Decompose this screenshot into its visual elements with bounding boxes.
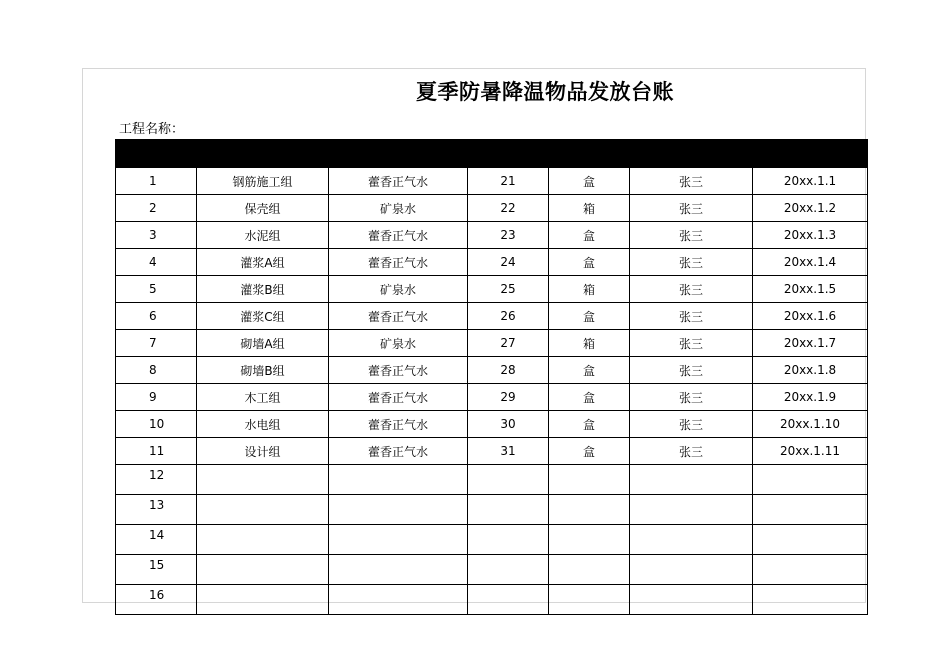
row-number-cell[interactable]: 14 — [116, 525, 197, 555]
item-cell[interactable]: 藿香正气水 — [329, 357, 468, 384]
quantity-cell[interactable]: 22 — [468, 195, 549, 222]
item-cell[interactable]: 藿香正气水 — [329, 411, 468, 438]
table-row — [116, 303, 868, 330]
unit-cell[interactable]: 盒 — [549, 249, 630, 276]
team-cell[interactable]: 灌浆C组 — [197, 303, 329, 330]
item-cell[interactable] — [329, 495, 468, 525]
item-cell[interactable]: 藿香正气水 — [329, 168, 468, 195]
date-cell[interactable]: 20xx.1.11 — [753, 438, 868, 465]
item-cell[interactable]: 藿香正气水 — [329, 384, 468, 411]
header-cell — [753, 140, 868, 168]
recipient-cell[interactable]: 张三 — [630, 276, 753, 303]
row-number-cell[interactable]: 2 — [116, 195, 197, 222]
date-cell[interactable]: 20xx.1.1 — [753, 168, 868, 195]
row-number-cell[interactable]: 8 — [116, 357, 197, 384]
unit-cell[interactable]: 盒 — [549, 357, 630, 384]
date-cell[interactable] — [753, 585, 868, 615]
project-name-label: 工程名称： — [119, 122, 185, 137]
document-title: 夏季防暑降温物品发放台账 — [416, 80, 674, 104]
header-cell — [549, 140, 630, 168]
header-cell — [468, 140, 549, 168]
table-row — [116, 384, 868, 411]
table-row — [116, 438, 868, 465]
team-cell[interactable]: 钢筋施工组 — [197, 168, 329, 195]
row-number-cell[interactable]: 10 — [116, 411, 197, 438]
table-row — [116, 357, 868, 384]
date-cell[interactable]: 20xx.1.7 — [753, 330, 868, 357]
date-cell[interactable] — [753, 495, 868, 525]
unit-cell[interactable]: 箱 — [549, 195, 630, 222]
team-cell[interactable] — [197, 465, 329, 495]
team-cell[interactable]: 灌浆A组 — [197, 249, 329, 276]
unit-cell[interactable]: 盒 — [549, 168, 630, 195]
quantity-cell[interactable] — [468, 585, 549, 615]
item-cell[interactable]: 矿泉水 — [329, 276, 468, 303]
team-cell[interactable] — [197, 555, 329, 585]
recipient-cell[interactable]: 张三 — [630, 411, 753, 438]
header-bar-row — [116, 140, 868, 168]
recipient-cell[interactable] — [630, 465, 753, 495]
date-cell[interactable]: 20xx.1.4 — [753, 249, 868, 276]
header-cell — [630, 140, 753, 168]
unit-cell[interactable]: 盒 — [549, 411, 630, 438]
row-number-cell[interactable]: 12 — [116, 465, 197, 495]
recipient-cell[interactable]: 张三 — [630, 438, 753, 465]
row-number-cell[interactable]: 4 — [116, 249, 197, 276]
item-cell[interactable]: 矿泉水 — [329, 195, 468, 222]
row-number-cell[interactable]: 16 — [116, 585, 197, 615]
row-number-cell[interactable]: 7 — [116, 330, 197, 357]
item-cell[interactable] — [329, 465, 468, 495]
row-number-cell[interactable]: 1 — [116, 168, 197, 195]
table-row — [116, 555, 868, 585]
quantity-cell[interactable]: 30 — [468, 411, 549, 438]
team-cell[interactable]: 水泥组 — [197, 222, 329, 249]
unit-cell[interactable]: 箱 — [549, 276, 630, 303]
item-cell[interactable] — [329, 555, 468, 585]
quantity-cell[interactable] — [468, 555, 549, 585]
team-cell[interactable]: 水电组 — [197, 411, 329, 438]
quantity-cell[interactable]: 24 — [468, 249, 549, 276]
unit-cell[interactable]: 盒 — [549, 222, 630, 249]
table-row — [116, 330, 868, 357]
team-cell[interactable]: 砌墙B组 — [197, 357, 329, 384]
unit-cell[interactable]: 箱 — [549, 330, 630, 357]
date-cell[interactable]: 20xx.1.2 — [753, 195, 868, 222]
table-row — [116, 525, 868, 555]
recipient-cell[interactable]: 张三 — [630, 357, 753, 384]
recipient-cell[interactable]: 张三 — [630, 249, 753, 276]
team-cell[interactable] — [197, 495, 329, 525]
table-row — [116, 495, 868, 525]
item-cell[interactable]: 藿香正气水 — [329, 438, 468, 465]
quantity-cell[interactable]: 31 — [468, 438, 549, 465]
unit-cell[interactable]: 盒 — [549, 303, 630, 330]
quantity-cell[interactable]: 23 — [468, 222, 549, 249]
recipient-cell[interactable] — [630, 495, 753, 525]
row-number-cell[interactable]: 5 — [116, 276, 197, 303]
header-cell — [197, 140, 329, 168]
date-cell[interactable]: 20xx.1.3 — [753, 222, 868, 249]
date-cell[interactable] — [753, 555, 868, 585]
item-cell[interactable]: 藿香正气水 — [329, 249, 468, 276]
table-row — [116, 222, 868, 249]
unit-cell[interactable] — [549, 555, 630, 585]
quantity-cell[interactable]: 28 — [468, 357, 549, 384]
item-cell[interactable]: 矿泉水 — [329, 330, 468, 357]
row-number-cell[interactable]: 6 — [116, 303, 197, 330]
team-cell[interactable]: 木工组 — [197, 384, 329, 411]
team-cell[interactable] — [197, 525, 329, 555]
date-cell[interactable]: 20xx.1.8 — [753, 357, 868, 384]
unit-cell[interactable] — [549, 465, 630, 495]
ledger-body — [116, 140, 868, 615]
quantity-cell[interactable] — [468, 465, 549, 495]
table-row — [116, 195, 868, 222]
item-cell[interactable]: 藿香正气水 — [329, 222, 468, 249]
recipient-cell[interactable]: 张三 — [630, 168, 753, 195]
recipient-cell[interactable]: 张三 — [630, 222, 753, 249]
unit-cell[interactable] — [549, 585, 630, 615]
quantity-cell[interactable] — [468, 525, 549, 555]
date-cell[interactable]: 20xx.1.5 — [753, 276, 868, 303]
quantity-cell[interactable]: 26 — [468, 303, 549, 330]
unit-cell[interactable]: 盒 — [549, 438, 630, 465]
team-cell[interactable]: 灌浆B组 — [197, 276, 329, 303]
quantity-cell[interactable]: 25 — [468, 276, 549, 303]
recipient-cell[interactable] — [630, 525, 753, 555]
quantity-cell[interactable] — [468, 495, 549, 525]
quantity-cell[interactable]: 21 — [468, 168, 549, 195]
recipient-cell[interactable] — [630, 585, 753, 615]
row-number-cell[interactable]: 3 — [116, 222, 197, 249]
date-cell[interactable] — [753, 465, 868, 495]
table-row — [116, 168, 868, 195]
quantity-cell[interactable]: 27 — [468, 330, 549, 357]
table-row — [116, 585, 868, 615]
recipient-cell[interactable]: 张三 — [630, 330, 753, 357]
team-cell[interactable]: 砌墙A组 — [197, 330, 329, 357]
row-number-cell[interactable]: 15 — [116, 555, 197, 585]
date-cell[interactable]: 20xx.1.9 — [753, 384, 868, 411]
row-number-cell[interactable]: 13 — [116, 495, 197, 525]
unit-cell[interactable] — [549, 525, 630, 555]
item-cell[interactable] — [329, 585, 468, 615]
table-row — [116, 465, 868, 495]
row-number-cell[interactable]: 9 — [116, 384, 197, 411]
unit-cell[interactable]: 盒 — [549, 384, 630, 411]
recipient-cell[interactable]: 张三 — [630, 303, 753, 330]
team-cell[interactable]: 设计组 — [197, 438, 329, 465]
date-cell[interactable] — [753, 525, 868, 555]
table-row — [116, 276, 868, 303]
item-cell[interactable]: 藿香正气水 — [329, 303, 468, 330]
date-cell[interactable]: 20xx.1.6 — [753, 303, 868, 330]
date-cell[interactable]: 20xx.1.10 — [753, 411, 868, 438]
header-cell — [329, 140, 468, 168]
distribution-ledger-table — [115, 139, 868, 615]
team-cell[interactable]: 保壳组 — [197, 195, 329, 222]
header-cell — [116, 140, 197, 168]
row-number-cell[interactable]: 11 — [116, 438, 197, 465]
table-row — [116, 411, 868, 438]
quantity-cell[interactable]: 29 — [468, 384, 549, 411]
unit-cell[interactable] — [549, 495, 630, 525]
recipient-cell[interactable] — [630, 555, 753, 585]
recipient-cell[interactable]: 张三 — [630, 384, 753, 411]
recipient-cell[interactable]: 张三 — [630, 195, 753, 222]
table-row — [116, 249, 868, 276]
team-cell[interactable] — [197, 585, 329, 615]
item-cell[interactable] — [329, 525, 468, 555]
